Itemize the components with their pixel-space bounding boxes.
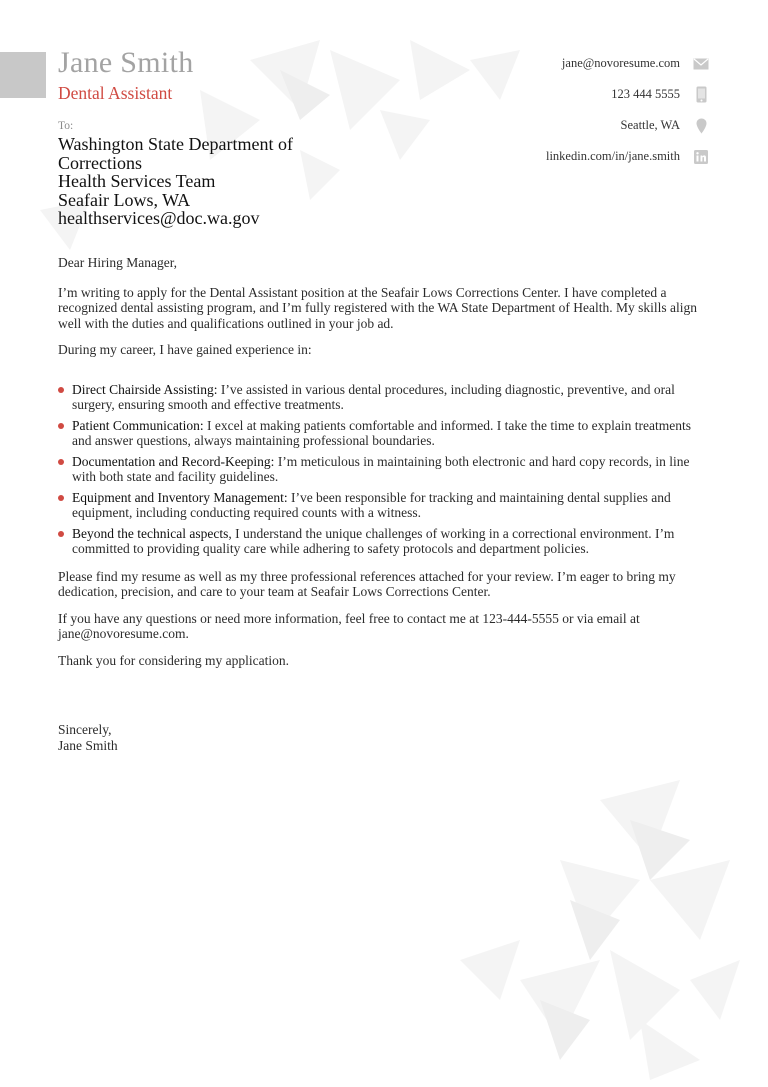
- letter-references-paragraph: Please find my resume as well as my three professional references attached for your review. I’m eager to bring my dedication, precision, and care to your team at Seafair Lows Corrections Center.: [58, 568, 676, 599]
- bullet-icon: [58, 459, 64, 465]
- skill-lead: Beyond the technical aspects: [72, 525, 229, 541]
- letter-greeting: Dear Hiring Manager,: [58, 255, 178, 270]
- letter-closing-salutation: Sincerely,: [58, 722, 112, 737]
- email-icon: [692, 58, 710, 70]
- recipient-location: Seafair Lows, WA: [58, 189, 191, 210]
- contact-location-text: Seattle, WA: [620, 118, 680, 132]
- list-item: [58, 526, 713, 557]
- contact-email-text: jane@novoresume.com: [561, 56, 680, 70]
- skill-text: I’ve been responsible for tracking and maintaining dental supplies and equipment, including conducting required counts with a witness.: [72, 489, 671, 520]
- linkedin-icon: [692, 150, 710, 164]
- skill-lead: Direct Chairside Assisting:: [72, 381, 218, 397]
- skill-lead: Equipment and Inventory Management:: [72, 489, 288, 505]
- letter-contact-paragraph: If you have any questions or need more information, feel free to contact me at 123-444-5555 or via email at jane@novoresume.com.: [58, 610, 640, 641]
- letter-body: [58, 255, 713, 753]
- recipient-to-label: To:: [58, 120, 74, 132]
- letter-experience-intro: During my career, I have gained experience in:: [58, 342, 312, 357]
- location-icon: [692, 118, 710, 134]
- contact-linkedin-text: linkedin.com/in/jane.smith: [545, 149, 680, 163]
- applicant-job-title: Dental Assistant: [58, 83, 173, 103]
- letter-signature: Jane Smith: [58, 737, 118, 753]
- skill-lead: Documentation and Record-Keeping:: [72, 453, 275, 469]
- contact-info: [546, 48, 710, 172]
- bullet-icon: [58, 423, 64, 429]
- contact-email[interactable]: [546, 48, 710, 79]
- skill-text: I’ve assisted in various dental procedures, including diagnostic, preventive, and oral surgery, ensuring smooth and effective treatments.: [72, 381, 675, 412]
- contact-linkedin[interactable]: [546, 141, 710, 172]
- contact-phone[interactable]: [546, 79, 710, 110]
- applicant-name: Jane Smith: [58, 46, 194, 79]
- list-item: [58, 454, 713, 485]
- recipient-address: [58, 135, 358, 228]
- contact-phone-text: 123 444 5555: [611, 87, 680, 101]
- bullet-icon: [58, 495, 64, 501]
- recipient-team: Health Services Team: [58, 171, 216, 191]
- list-item: [58, 490, 713, 521]
- list-item: [58, 382, 713, 413]
- bullet-icon: [58, 387, 64, 393]
- letter-intro-paragraph: I’m writing to apply for the Dental Assistant position at the Seafair Lows Corrections Center. I have completed a recognized dental assisting program, and I’m fully registered with the WA State Department of Health. My skills align well with the duties and qualifications outlined in your job ad.: [58, 284, 697, 331]
- phone-icon: [692, 86, 710, 103]
- skill-text: I excel at making patients comfortable and informed. I take the time to explain treatments and answer questions, always maintaining professional boundaries.: [72, 417, 691, 448]
- skill-text: , I understand the unique challenges of working in a correctional environment. I’m committed to providing quality care while adhering to safety protocols and department policies.: [72, 525, 675, 556]
- bullet-icon: [58, 531, 64, 537]
- skill-text: I’m meticulous in maintaining both electronic and hard copy records, in line with both state and facility guidelines.: [72, 453, 690, 484]
- skill-lead: Patient Communication:: [72, 417, 204, 433]
- letter-thanks: Thank you for considering my application.: [58, 652, 289, 668]
- contact-location[interactable]: [546, 110, 710, 141]
- header-accent-block: [0, 52, 46, 98]
- skills-list: [58, 382, 713, 557]
- list-item: [58, 418, 713, 449]
- letter-closing: [58, 722, 713, 753]
- recipient-organization: Washington State Department of Corrections: [58, 134, 293, 173]
- recipient-email[interactable]: healthservices@doc.wa.gov: [58, 208, 260, 228]
